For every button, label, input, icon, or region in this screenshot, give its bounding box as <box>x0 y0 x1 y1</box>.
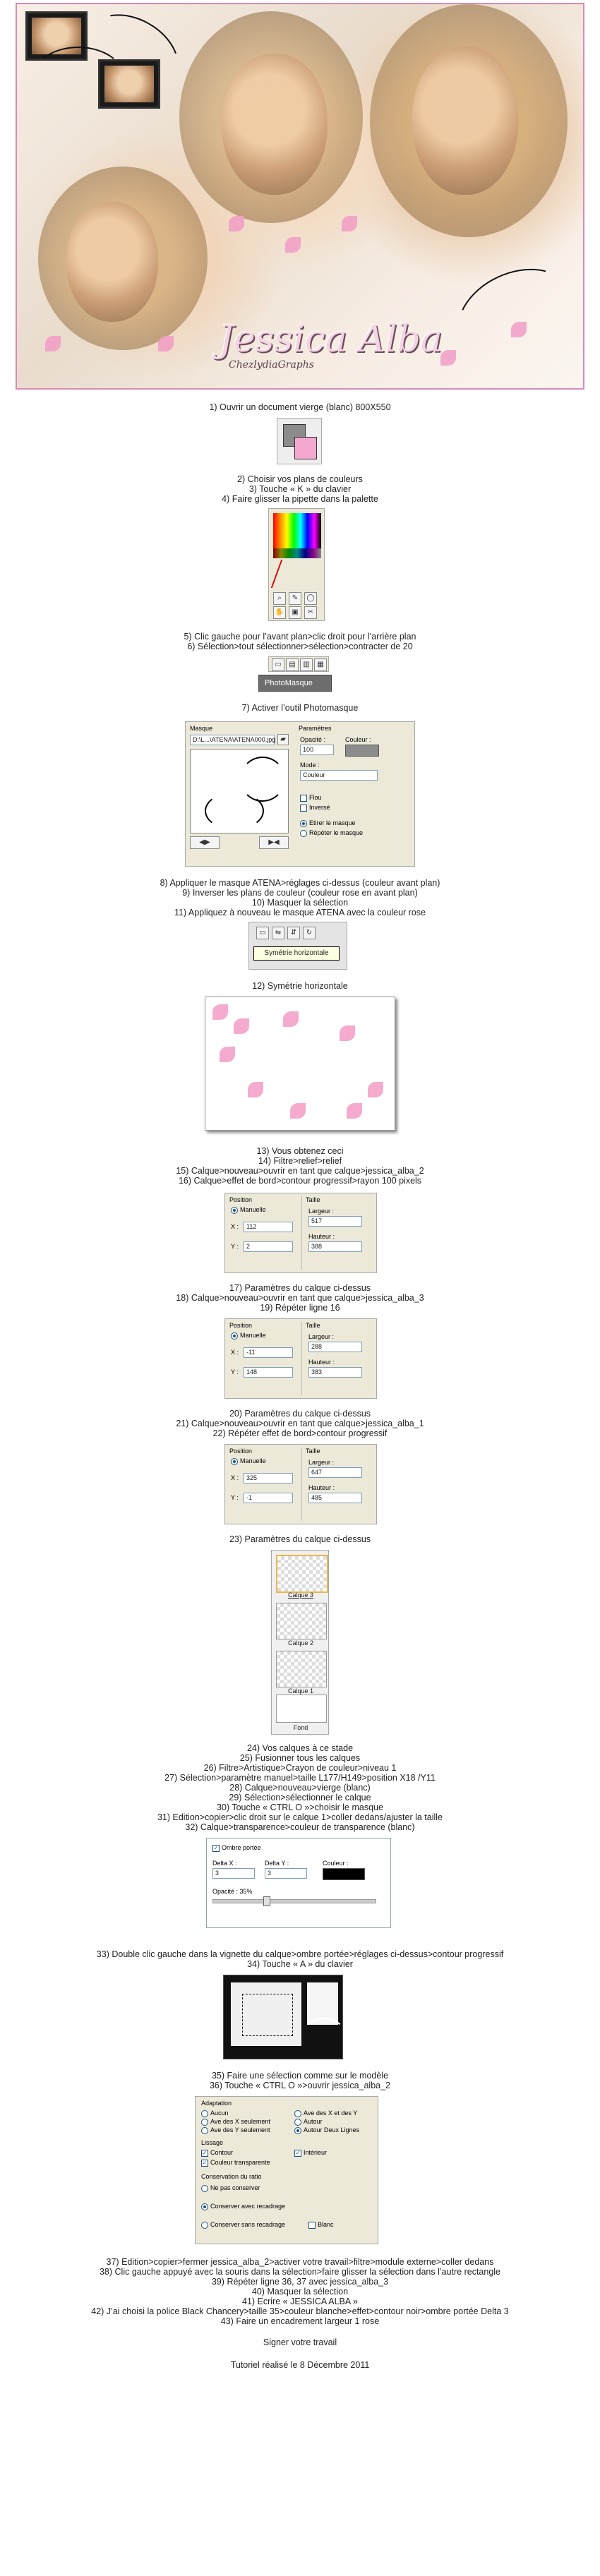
height-label: Hauteur : <box>308 1484 335 1491</box>
opacity-field[interactable]: 100 <box>300 745 334 755</box>
dy-label: Delta Y : <box>265 1860 289 1867</box>
ave-xy-radio[interactable] <box>294 2110 301 2117</box>
banner-subtitle: ChezlydiaGraphs <box>229 359 314 371</box>
step-text: 1) Ouvrir un document vierge (blanc) 800X550 <box>209 402 391 412</box>
flou-label: Flou <box>309 794 322 801</box>
tool-icon: ✂ <box>304 606 317 619</box>
step-text: 12) Symétrie horizontale <box>252 981 348 991</box>
step-text: 24) Vos calques à ce stade <box>246 1743 354 1753</box>
ave-y-radio[interactable] <box>201 2127 208 2134</box>
position-title: Position <box>229 1196 253 1203</box>
step-text: 3) Touche « K » du clavier <box>248 484 352 494</box>
ave-x-label: Ave des X seulement <box>210 2118 270 2125</box>
width-label: Largeur : <box>308 1333 335 1340</box>
position-dialog <box>224 1193 377 1273</box>
height-label: Hauteur : <box>308 1233 335 1240</box>
layer-name[interactable]: Calque 2 <box>287 1639 314 1647</box>
height-label: Hauteur : <box>308 1359 335 1366</box>
ave-xy-label: Ave des X et des Y <box>304 2109 358 2117</box>
aucun-radio[interactable] <box>201 2110 208 2117</box>
autour-radio[interactable] <box>294 2119 301 2126</box>
size-title: Taille <box>306 1448 320 1455</box>
conservation-title: Conservation du ratio <box>201 2173 262 2180</box>
sign-text: Signer votre travail <box>263 2337 337 2347</box>
contour-label: Contour <box>210 2149 234 2156</box>
step-text: 32) Calque>transparence>couleur de transparence (blanc) <box>185 1822 415 1832</box>
shadow-dialog <box>206 1838 391 1928</box>
params-title: Paramètres <box>299 725 332 732</box>
flou-checkbox[interactable] <box>300 795 307 802</box>
flower-ornament <box>158 336 174 351</box>
mode-label: Mode : <box>300 762 320 769</box>
tool-icon: ▭ <box>256 927 269 939</box>
step-text: 30) Touche « CTRL O »>choisir le masque <box>217 1802 383 1812</box>
step-text: 13) Vous obtenez ceci <box>256 1146 344 1156</box>
symmetry-toolbar-image <box>248 922 347 970</box>
autour-deux-radio[interactable] <box>294 2127 301 2134</box>
step-text: 14) Filtre>relief>relief <box>258 1156 342 1166</box>
blanc-checkbox[interactable] <box>308 2222 316 2229</box>
step-text: 43) Faire un encadrement largeur 1 rose <box>220 2316 380 2326</box>
dy-field[interactable]: 3 <box>265 1868 307 1879</box>
autour-label: Autour <box>304 2118 323 2125</box>
step-text: 2) Choisir vos plans de couleurs <box>237 474 363 484</box>
x-label: X : <box>231 1349 239 1356</box>
step-text: 35) Faire une sélection comme sur le modèle <box>211 2071 389 2081</box>
size-title: Taille <box>306 1322 320 1329</box>
ne-pas-radio[interactable] <box>201 2185 208 2192</box>
color-swatch-image <box>277 418 322 464</box>
step-text: 22) Répéter effet de bord>contour progressif <box>212 1428 388 1438</box>
step-text: 28) Calque>nouveau>vierge (blanc) <box>229 1783 371 1793</box>
conserver-sans-radio[interactable] <box>201 2222 208 2229</box>
step-text: 20) Paramètres du calque ci-dessus <box>229 1409 371 1419</box>
flower-ornament <box>342 216 357 231</box>
red-arrow <box>271 560 318 588</box>
interieur-label: Intérieur <box>304 2149 328 2156</box>
step-text: 36) Touche « CTRL O »>ouvrir jessica_alba_2 <box>209 2081 391 2090</box>
tool-icon: ▥ <box>300 658 313 671</box>
opacity-slider-track[interactable] <box>212 1899 376 1903</box>
width-label: Largeur : <box>308 1459 335 1466</box>
manual-label: Manuelle <box>240 1206 266 1213</box>
x-field[interactable]: -11 <box>244 1347 293 1358</box>
width-field[interactable]: 288 <box>308 1342 362 1352</box>
blanc-label: Blanc <box>318 2221 334 2228</box>
inverse-checkbox[interactable] <box>300 805 307 812</box>
dx-label: Delta X : <box>212 1860 237 1867</box>
step-text: 18) Calque>nouveau>ouvrir en tant que calque>jessica_alba_3 <box>176 1293 424 1303</box>
height-field[interactable]: 388 <box>308 1241 362 1252</box>
selection-preview-image <box>223 1975 343 2059</box>
step-text: 21) Calque>nouveau>ouvrir en tant que calque>jessica_alba_1 <box>176 1419 424 1428</box>
conserver-label: Conserver avec recadrage <box>210 2203 286 2210</box>
shadow-color-swatch[interactable] <box>323 1868 365 1880</box>
face-right <box>412 47 518 195</box>
toolbar-image <box>268 656 329 672</box>
step-text: 17) Paramètres du calque ci-dessus <box>229 1283 371 1293</box>
y-field[interactable]: -1 <box>244 1493 293 1503</box>
step-text: 40) Masquer la sélection <box>251 2287 349 2297</box>
banner-image <box>16 3 584 390</box>
flower-ornament <box>440 350 456 366</box>
shadow-color-label: Couleur : <box>323 1860 349 1867</box>
transp-checkbox[interactable]: ✓ <box>202 2159 208 2166</box>
palette-toolbox-image <box>268 508 325 621</box>
color-label: Couleur : <box>345 736 371 743</box>
interieur-checkbox[interactable]: ✓ <box>295 2149 301 2156</box>
lissage-title: Lissage <box>201 2139 224 2146</box>
ne-pas-label: Ne pas conserver <box>210 2184 260 2191</box>
tool-icon: ▦ <box>314 658 327 671</box>
face-left <box>66 202 158 322</box>
mask-nav-button[interactable]: ◀▶ <box>190 836 220 849</box>
symmetry-tooltip: Symétrie horizontale <box>253 946 340 961</box>
height-field[interactable]: 485 <box>308 1493 362 1503</box>
tool-icon: ⌕ <box>273 592 286 605</box>
mask-nav-button[interactable]: ▶◀ <box>259 836 289 849</box>
step-text: 27) Sélection>paramètre manuel>taille L177/H149>position X18 /Y11 <box>164 1773 436 1783</box>
step-text: 29) Sélection>sélectionner le calque <box>229 1793 371 1802</box>
step-text: 42) J’ai choisi la police Black Chancery>taille 35>couleur blanche>effet>contour noir>ombre portée Delta 3 <box>91 2306 509 2316</box>
shadow-label: Ombre portée <box>222 1844 261 1851</box>
ave-x-radio[interactable] <box>201 2119 208 2126</box>
step-text: 15) Calque>nouveau>ouvrir en tant que calque>jessica_alba_2 <box>176 1166 424 1176</box>
ave-y-label: Ave des Y seulement <box>210 2126 270 2133</box>
y-field[interactable]: 2 <box>244 1241 293 1252</box>
step-text: 31) Edition>copier>clic droit sur le calque 1>coller dedans/ajuster la taille <box>157 1812 443 1822</box>
flower-ornament <box>285 237 301 253</box>
x-field[interactable]: 112 <box>244 1222 293 1232</box>
photomasque-dialog <box>185 721 415 867</box>
contour-checkbox[interactable]: ✓ <box>202 2149 208 2156</box>
conserver-sans-label: Conserver sans recadrage <box>210 2221 286 2228</box>
layer-thumb[interactable] <box>276 1603 327 1639</box>
width-field[interactable]: 517 <box>308 1216 362 1227</box>
manual-radio[interactable] <box>231 1332 238 1340</box>
step-text: 39) Répéter ligne 36, 37 avec jessica_alba_3 <box>211 2277 389 2287</box>
layers-panel <box>271 1550 329 1735</box>
step-text: 6) Sélection>tout sélectionner>sélection>contracter de 20 <box>187 642 413 651</box>
banner-title: Jessica Alba <box>219 318 443 361</box>
manual-radio[interactable] <box>231 1207 238 1214</box>
width-label: Largeur : <box>308 1208 335 1215</box>
width-field[interactable]: 647 <box>308 1467 362 1478</box>
tool-icon: ✋ <box>273 606 286 619</box>
step-text: 37) Edition>copier>fermer jessica_alba_2>activer votre travail>filtre>module externe>coller dedans <box>106 2257 494 2267</box>
step-text: 34) Touche « A » du clavier <box>247 1959 353 1969</box>
y-label: Y : <box>231 1494 239 1501</box>
repeter-label: Répéter le masque <box>309 829 364 836</box>
manual-label: Manuelle <box>240 1457 266 1464</box>
flower-ornament <box>511 322 527 337</box>
step-text: 26) Filtre>Artistique>Crayon de couleur>niveau 1 <box>203 1763 397 1773</box>
masque-path-field[interactable]: D:\L...\ATENA\ATENA000.jpg <box>190 735 275 745</box>
layer-name[interactable]: Calque 1 <box>287 1687 314 1695</box>
position-title: Position <box>229 1448 253 1455</box>
etirer-radio[interactable] <box>300 820 307 827</box>
paste-dialog <box>195 2096 378 2244</box>
shadow-opacity-label: Opacité : 35% <box>212 1888 253 1895</box>
step-text: 9) Inverser les plans de couleur (couleur rose en avant plan) <box>182 888 418 898</box>
tool-icon: ▤ <box>286 658 299 671</box>
conserver-radio[interactable] <box>201 2203 208 2210</box>
swirl-ornament <box>442 251 584 382</box>
layer-name[interactable]: Calque 3 <box>287 1591 314 1599</box>
layer-thumb[interactable] <box>276 1651 327 1687</box>
date-text: Tutoriel réalisé le 8 Décembre 2011 <box>230 2360 370 2370</box>
mask-preview <box>190 749 289 833</box>
result-preview-image <box>205 997 395 1131</box>
position-dialog <box>224 1318 377 1399</box>
y-field[interactable]: 148 <box>244 1367 293 1378</box>
height-field[interactable]: 383 <box>308 1367 362 1378</box>
step-text: 41) Ecrire « JESSICA ALBA » <box>242 2297 358 2306</box>
step-text: 4) Faire glisser la pipette dans la palette <box>222 494 378 504</box>
step-text: 25) Fusionner tous les calques <box>239 1753 361 1763</box>
layer-thumb[interactable] <box>276 1695 327 1723</box>
face-center <box>222 54 328 195</box>
position-title: Position <box>229 1322 253 1329</box>
step-text: 38) Clic gauche appuyé avec la souris dans la sélection>faire glisser la sélection dans l’autre rectangle <box>99 2267 501 2277</box>
step-text: 11) Appliquez à nouveau le masque ATENA avec la couleur rose <box>174 908 426 917</box>
layer-name[interactable]: Fond <box>293 1724 308 1731</box>
step-text: 16) Calque>effet de bord>contour progressif>rayon 100 pixels <box>178 1176 422 1186</box>
mode-select[interactable]: Couleur <box>300 770 378 781</box>
folder-icon[interactable]: ▰ <box>277 734 289 745</box>
opacity-slider-thumb[interactable] <box>263 1896 270 1906</box>
layer-thumb[interactable] <box>276 1555 328 1593</box>
autour-deux-label: Autour Deux Lignes <box>304 2126 360 2133</box>
tool-icon: ◯ <box>304 592 317 605</box>
dx-field[interactable]: 3 <box>212 1868 255 1879</box>
tool-icon: ⇵ <box>287 927 300 939</box>
position-dialog <box>224 1444 377 1524</box>
x-field[interactable]: 325 <box>244 1473 293 1483</box>
aucun-label: Aucun <box>210 2109 229 2117</box>
step-text: 7) Activer l’outil Photomasque <box>241 703 359 713</box>
step-text: 19) Répéter ligne 16 <box>260 1303 340 1313</box>
photomasque-button[interactable]: PhotoMasque <box>258 675 332 692</box>
tool-icon: ▣ <box>289 606 301 619</box>
opacity-label: Opacité : <box>300 736 326 743</box>
manual-radio[interactable] <box>231 1458 238 1465</box>
etirer-label: Etirer le masque <box>309 819 356 826</box>
step-text: 5) Clic gauche pour l’avant plan>clic droit pour l’arrière plan <box>184 632 416 642</box>
y-label: Y : <box>231 1243 239 1250</box>
y-label: Y : <box>231 1368 239 1376</box>
step-text: 23) Paramètres du calque ci-dessus <box>229 1534 371 1544</box>
step-text: 33) Double clic gauche dans la vignette du calque>ombre portée>réglages ci-dessus>contour progressif <box>96 1949 504 1959</box>
shadow-checkbox[interactable]: ✓ <box>213 1844 219 1851</box>
repeter-radio[interactable] <box>300 830 307 837</box>
tool-icon: ↻ <box>303 927 316 939</box>
size-title: Taille <box>306 1196 320 1203</box>
inverse-label: Inversé <box>309 804 330 811</box>
x-label: X : <box>231 1474 239 1481</box>
mask-color-swatch[interactable] <box>345 745 379 757</box>
flower-ornament <box>45 336 61 351</box>
transp-label: Couleur transparente <box>210 2159 270 2166</box>
adaptation-title: Adaptation <box>201 2100 232 2107</box>
tool-icon: ▭ <box>272 658 284 671</box>
tool-icon: ⇋ <box>272 927 284 939</box>
masque-title: Masque <box>190 725 213 732</box>
step-text: 10) Masquer la sélection <box>251 898 349 908</box>
manual-label: Manuelle <box>240 1332 266 1339</box>
tool-icon: ✎ <box>289 592 301 605</box>
step-text: 8) Appliquer le masque ATENA>réglages ci-dessus (couleur avant plan) <box>160 878 440 888</box>
x-label: X : <box>231 1223 239 1230</box>
flower-ornament <box>229 216 244 231</box>
